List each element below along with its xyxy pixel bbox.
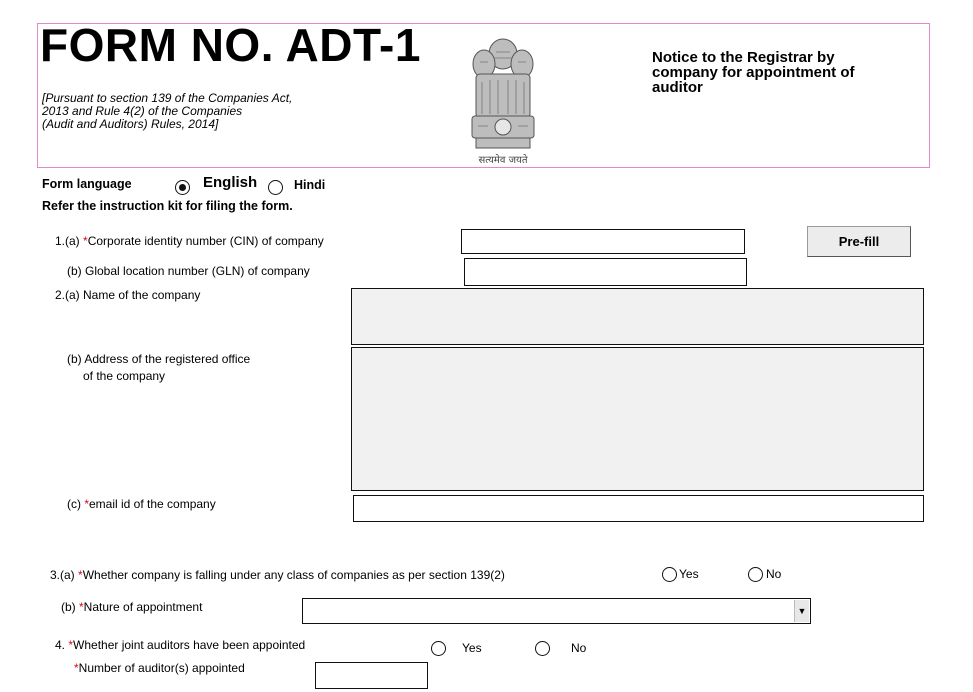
company-name-label: 2.(a) Name of the company [55, 288, 201, 302]
pursuant-line-1: [Pursuant to section 139 of the Companies Act, [42, 91, 293, 105]
notice-line-3: auditor [652, 79, 703, 96]
national-emblem-icon [458, 30, 548, 168]
required-asterisk: * [78, 568, 83, 582]
required-asterisk: * [84, 497, 89, 511]
joint-auditors-no-label: No [571, 641, 587, 655]
language-english-label: English [203, 174, 258, 191]
auditor-count-input[interactable] [315, 662, 428, 689]
instruction-text: Refer the instruction kit for filing the form. [42, 199, 293, 213]
joint-auditors-yes-label: Yes [462, 641, 482, 655]
joint-auditors-yes-radio[interactable] [431, 641, 446, 656]
form-language-label: Form language [42, 177, 132, 191]
nature-of-appointment-label: (b) *Nature of appointment [61, 600, 203, 614]
form-title: FORM NO. ADT-1 [40, 19, 421, 71]
section-139-yes-label: Yes [679, 567, 699, 581]
auditor-count-label: *Number of auditor(s) appointed [74, 661, 245, 675]
cin-label: 1.(a) *Corporate identity number (CIN) of company [55, 234, 324, 248]
language-english-radio[interactable] [175, 180, 190, 195]
section-139-no-radio[interactable] [748, 567, 763, 582]
address-label-line-2: of the company [83, 369, 166, 383]
nature-of-appointment-select[interactable] [302, 598, 811, 624]
joint-auditors-question: 4. *Whether joint auditors have been appointed [55, 638, 306, 652]
company-name-field[interactable] [351, 288, 924, 345]
gln-label: (b) Global location number (GLN) of company [67, 264, 310, 278]
email-label: (c) *email id of the company [67, 497, 216, 511]
address-label-line-1: (b) Address of the registered office [67, 352, 251, 366]
prefill-button[interactable]: Pre-fill [807, 226, 911, 257]
joint-auditors-no-radio[interactable] [535, 641, 550, 656]
required-asterisk: * [68, 638, 74, 652]
email-input[interactable] [353, 495, 924, 522]
pursuant-line-2: 2013 and Rule 4(2) of the Companies [42, 104, 243, 118]
notice-line-2: company for appointment of [652, 64, 855, 81]
chevron-down-icon[interactable]: ▼ [794, 600, 809, 622]
language-hindi-label: Hindi [294, 178, 326, 192]
pursuant-text [42, 92, 372, 131]
form-notice [652, 50, 912, 95]
cin-input[interactable] [461, 229, 745, 254]
language-hindi-radio[interactable] [268, 180, 283, 195]
address-field[interactable] [351, 347, 924, 491]
gln-input[interactable] [464, 258, 747, 286]
required-asterisk: * [74, 661, 79, 675]
required-asterisk: * [83, 234, 88, 248]
section-139-no-label: No [766, 567, 782, 581]
required-asterisk: * [79, 600, 84, 614]
pursuant-line-3: (Audit and Auditors) Rules, 2014] [42, 117, 219, 131]
emblem-motto: सत्यमेव जयते [478, 155, 528, 166]
section-139-question: 3.(a) *Whether company is falling under any class of companies as per section 139(2) [50, 568, 505, 582]
section-139-yes-radio[interactable] [662, 567, 677, 582]
notice-line-1: Notice to the Registrar by [652, 49, 835, 66]
